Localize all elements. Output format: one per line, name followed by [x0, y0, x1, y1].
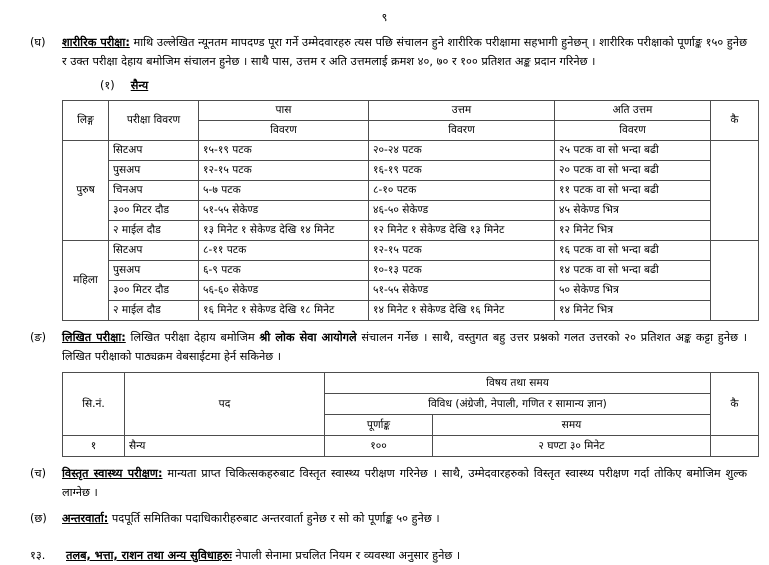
- cell-uttam: ५१-५५ सेकेण्ड: [369, 281, 555, 301]
- header-subject-time: विषय तथा समय: [325, 373, 711, 394]
- cell-remarks-female: [711, 241, 759, 321]
- cell-ati-uttam: ४५ सेकेण्ड भित्र: [555, 201, 711, 221]
- cell-uttam: २०-२४ पटक: [369, 141, 555, 161]
- section-written-exam: [22, 328, 747, 366]
- section-body-nga: [62, 328, 747, 366]
- physical-table-wrapper: [22, 100, 747, 321]
- table-row: [63, 221, 759, 241]
- table-row: [63, 161, 759, 181]
- cell-pass: ५६-६० सेकेण्ड: [199, 281, 369, 301]
- cell-sn: १: [63, 436, 125, 457]
- sub-label-text: सैन्य: [130, 79, 149, 92]
- sub-label-sainya: [22, 77, 747, 94]
- section-lead-chha: अन्तरवार्ता:: [62, 512, 109, 525]
- cell-pass: १६ मिनेट १ सेकेण्ड देखि १८ मिनेट: [199, 301, 369, 321]
- header-uttam: उत्तम: [369, 101, 555, 121]
- header-full-marks: पूर्णाङ्क: [325, 415, 433, 436]
- cell-pass: ५-७ पटक: [199, 181, 369, 201]
- section-marker-cha: (च): [30, 467, 46, 480]
- section-body-cha: [62, 464, 747, 502]
- section-text-nga-2: संचालन गर्नेछ । साथै, वस्तुगत बहु उत्तर प्रश्नको गलत उत्तरको २० प्रतिशत अङ्क कट्टा हुनेछ । लिखित परीक्षाको पाठ्यक्रम वेबसाईटमा हेर्न सकिनेछ ।: [62, 331, 748, 363]
- header-pass: पास: [199, 101, 369, 121]
- cell-uttam: १२-१५ पटक: [369, 241, 555, 261]
- cell-exam: पुसअप: [109, 161, 199, 181]
- cell-uttam: १२ मिनेट १ सेकेण्ड देखि १३ मिनेट: [369, 221, 555, 241]
- cell-pass: ६-९ पटक: [199, 261, 369, 281]
- section-lead-nga: लिखित परीक्षा:: [62, 331, 126, 344]
- cell-ati-uttam: ११ पटक वा सो भन्दा बढी: [555, 181, 711, 201]
- table-row: [63, 436, 759, 457]
- section-salary-benefits: [22, 546, 747, 565]
- section-marker-gha: (घ): [30, 36, 46, 49]
- table-row: [63, 141, 759, 161]
- section-text-cha: मान्यता प्राप्त चिकित्सकहरुबाट विस्तृत स्वास्थ्य परीक्षण गरिनेछ । साथै, उम्मेदवारहरुको विस्तृत स्वास्थ्य परीक्षण गर्दा तोकिए बमोजिम शुल्क लाग्नेछ ।: [62, 467, 747, 499]
- cell-pass: ५१-५५ सेकेण्ड: [199, 201, 369, 221]
- header-remarks: कै: [711, 373, 759, 436]
- header-gender: लिङ्ग: [63, 101, 109, 141]
- section-text-gha: माथि उल्लेखित न्यूनतम मापदण्ड पूरा गर्ने उम्मेदवारहरु त्यस पछि संचालन हुने शारीरिक परीक्षामा सहभागी हुनेछन् । शारीरिक परीक्षाको पूर्णाङ्क १५० हुनेछ र उक्त परीक्षा देहाय बमोजिम संचालन हुनेछ । साथै पास, उत्तम र अति उत्तमलाई क्रमश ४०, ७० र १०० प्रतिशत अङ्क प्रदान गरिनेछ ।: [62, 36, 747, 68]
- section-text-13: नेपाली सेनामा प्रचलित नियम र व्यवस्था अनुसार हुनेछ ।: [231, 549, 461, 562]
- cell-uttam: १०-१३ पटक: [369, 261, 555, 281]
- cell-pass: १२-१५ पटक: [199, 161, 369, 181]
- cell-ati-uttam: १४ पटक वा सो भन्दा बढी: [555, 261, 711, 281]
- cell-time: २ घण्टा ३० मिनेट: [433, 436, 711, 457]
- cell-exam: चिनअप: [109, 181, 199, 201]
- cell-ati-uttam: २५ पटक वा सो भन्दा बढी: [555, 141, 711, 161]
- cell-exam: २ माईल दौड: [109, 301, 199, 321]
- header-uttam-detail: विवरण: [369, 121, 555, 141]
- cell-pass: ८-११ पटक: [199, 241, 369, 261]
- cell-exam: २ माईल दौड: [109, 221, 199, 241]
- cell-ati-uttam: १२ मिनेट भित्र: [555, 221, 711, 241]
- cell-full-marks: १००: [325, 436, 433, 457]
- cell-exam: ३०० मिटर दौड: [109, 201, 199, 221]
- header-pass-detail: विवरण: [199, 121, 369, 141]
- cell-pass: १३ मिनेट १ सेकेण्ड देखि १४ मिनेट: [199, 221, 369, 241]
- cell-uttam: १४ मिनेट १ सेकेण्ड देखि १६ मिनेट: [369, 301, 555, 321]
- table-row: [63, 281, 759, 301]
- written-table-wrapper: [22, 372, 747, 457]
- section-physical-exam: [22, 33, 747, 71]
- cell-exam: पुसअप: [109, 261, 199, 281]
- header-exam-detail: परीक्षा विवरण: [109, 101, 199, 141]
- cell-pass: १५-१९ पटक: [199, 141, 369, 161]
- group-gender-female: महिला: [63, 241, 109, 321]
- header-ati-uttam: अति उत्तम: [555, 101, 711, 121]
- header-time: समय: [433, 415, 711, 436]
- table-header-row-1: [63, 373, 759, 394]
- section-marker-chha: (छ): [30, 512, 47, 525]
- cell-exam: ३०० मिटर दौड: [109, 281, 199, 301]
- section-text-chha: पदपूर्ति समितिका पदाधिकारीहरुबाट अन्तरवार्ता हुनेछ र सो को पूर्णाङ्क ५० हुनेछ ।: [108, 512, 440, 525]
- table-row: [63, 181, 759, 201]
- document-content: [0, 33, 769, 565]
- cell-uttam: १६-१९ पटक: [369, 161, 555, 181]
- table-row: [63, 241, 759, 261]
- table-row: [63, 261, 759, 281]
- section-marker-nga: (ङ): [30, 331, 47, 344]
- cell-remarks-male: [711, 141, 759, 241]
- header-post: पद: [125, 373, 325, 436]
- section-text-nga-1: लिखित परीक्षा देहाय बमोजिम: [125, 331, 260, 344]
- cell-exam: सिटअप: [109, 241, 199, 261]
- header-remarks: कै: [711, 101, 759, 141]
- table-row: [63, 301, 759, 321]
- section-lead-cha: विस्तृत स्वास्थ्य परीक्षण:: [62, 467, 163, 480]
- cell-ati-uttam: ५० सेकेण्ड भित्र: [555, 281, 711, 301]
- table-header-row-1: [63, 101, 759, 121]
- page-number: ९: [381, 11, 388, 24]
- section-health-exam: [22, 464, 747, 502]
- cell-ati-uttam: १४ मिनेट भित्र: [555, 301, 711, 321]
- sub-label-number: (१): [100, 79, 115, 92]
- section-number-13: १३.: [30, 549, 46, 562]
- section-interview: [22, 509, 747, 528]
- section-lead-gha: शारीरिक परीक्षा:: [62, 36, 130, 49]
- header-subjects: विविध (अंग्रेजी, नेपाली, गणित र सामान्य ज्ञान): [325, 394, 711, 415]
- header-ati-uttam-detail: विवरण: [555, 121, 711, 141]
- cell-uttam: ४६-५० सेकेण्ड: [369, 201, 555, 221]
- cell-uttam: ८-१० पटक: [369, 181, 555, 201]
- physical-exam-table: [62, 100, 759, 321]
- section-body-chha: [62, 509, 747, 528]
- section-lead-13: तलब, भत्ता, राशन तथा अन्य सुविधाहरुः: [66, 549, 232, 562]
- group-gender-male: पुरुष: [63, 141, 109, 241]
- cell-remarks: [711, 436, 759, 457]
- cell-exam: सिटअप: [109, 141, 199, 161]
- section-body-13: [66, 546, 460, 565]
- cell-ati-uttam: २० पटक वा सो भन्दा बढी: [555, 161, 711, 181]
- section-text-nga-bold: श्री लोक सेवा आयोगले: [259, 331, 357, 344]
- section-body-gha: [62, 33, 747, 71]
- table-row: [63, 201, 759, 221]
- cell-post: सैन्य: [125, 436, 325, 457]
- header-sn: सि.नं.: [63, 373, 125, 436]
- written-exam-table: [62, 372, 759, 457]
- cell-ati-uttam: १६ पटक वा सो भन्दा बढी: [555, 241, 711, 261]
